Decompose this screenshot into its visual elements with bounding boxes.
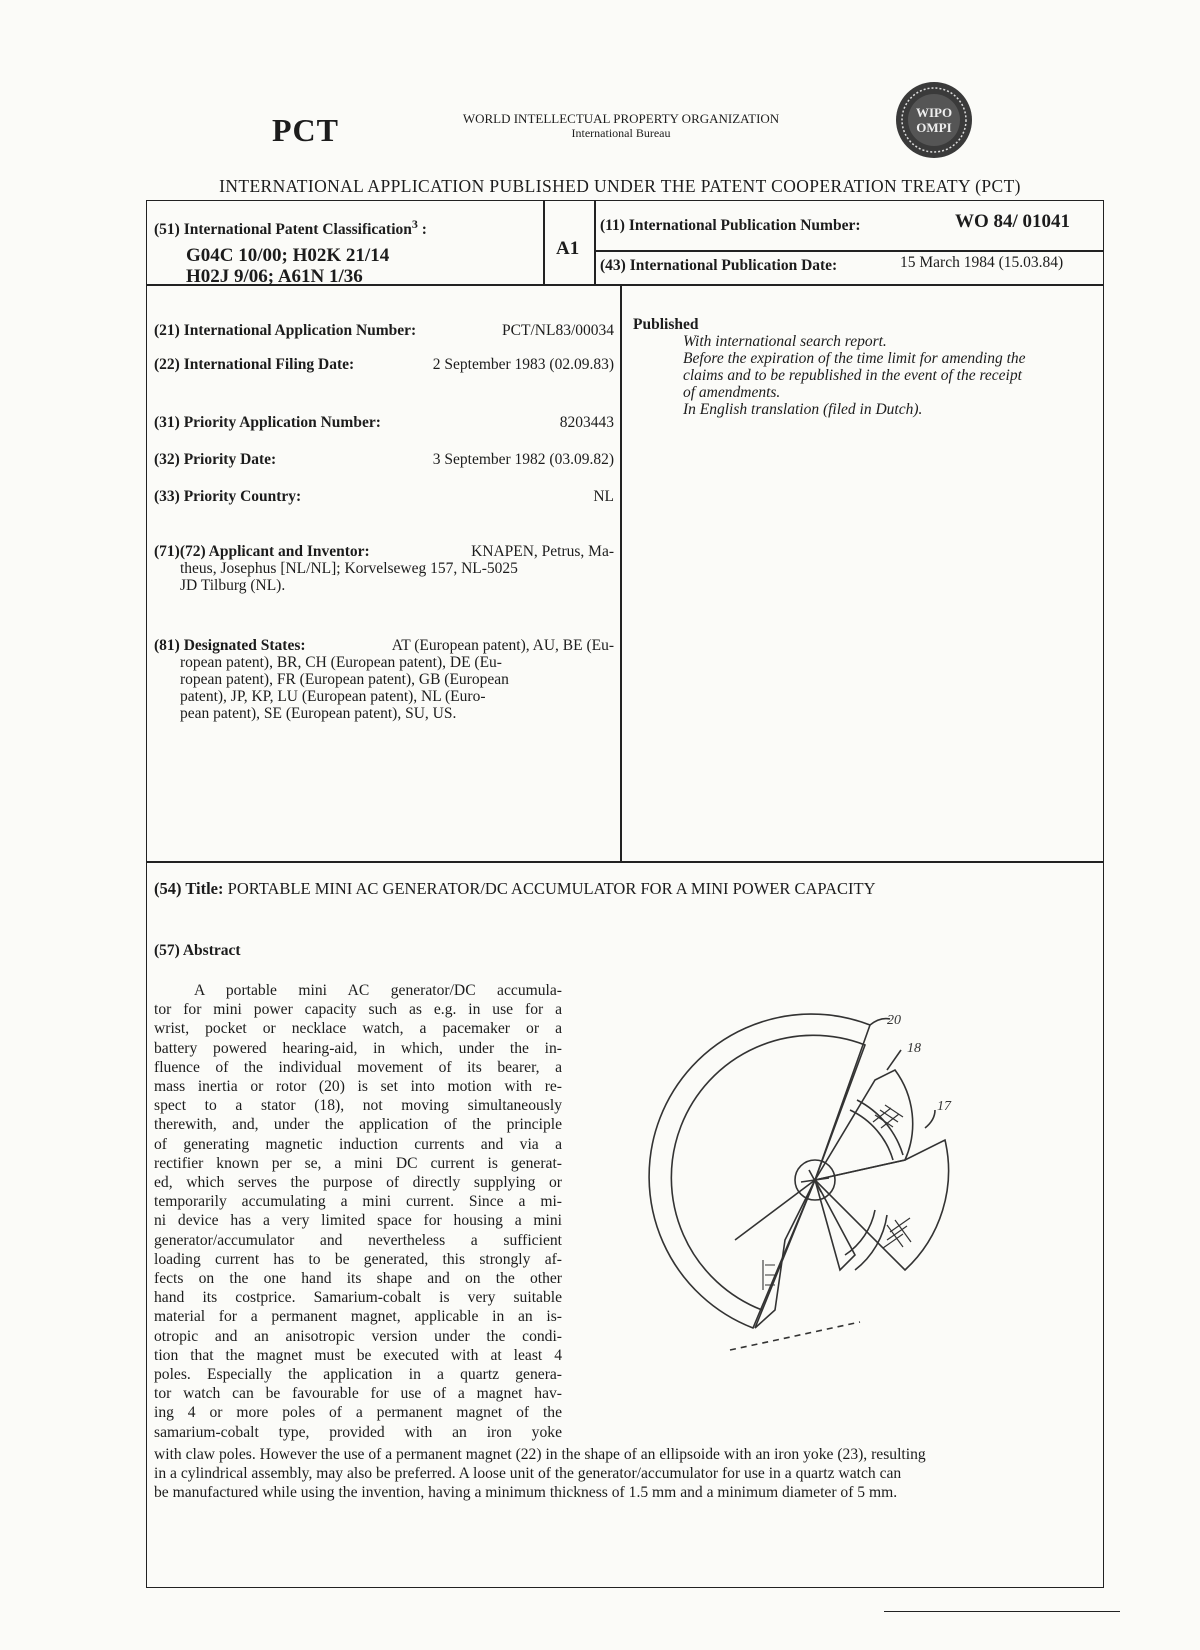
- figure-ref-17: 17: [937, 1099, 951, 1114]
- kind-code: A1: [556, 238, 580, 259]
- abstract-line: temporarily accumulating a mini current. Since a mi-: [154, 1193, 562, 1211]
- abstract-line: fluence of the individual movement of its bearer, a: [154, 1058, 562, 1076]
- designated-states-block: (81) Designated States: AT (European patent), AU, BE (Eu- ropean patent), BR, CH (European patent), DE (Eu- ropean patent), FR (European patent), GB (European patent), JP, KP, LU (European patent), NL (Euro- pean patent), SE (European patent), SU, US.: [154, 637, 614, 722]
- organization-subtitle: International Bureau: [571, 126, 671, 140]
- abstract-line: otropic and an anisotropic version under the condi-: [154, 1327, 562, 1345]
- abstract-line: ing 4 or more poles of a permanent magnet of the: [154, 1404, 562, 1422]
- abstract-line: rectifier known per se, a mini DC current is generat-: [154, 1154, 562, 1172]
- abstract-tail-line: be manufactured while using the invention, having a minimum thickness of 1.5 mm and a minimum diameter of 5 mm.: [154, 1484, 898, 1502]
- divider-columns: [620, 284, 622, 861]
- abstract-line: hand its costprice. Samarium-cobalt is very suitable: [154, 1289, 562, 1307]
- abstract-line: material for a permanent magnet, applicable in an is-: [154, 1308, 562, 1326]
- divider-title: [146, 861, 1104, 863]
- abstract-line: mass inertia or rotor (20) is set into motion with re-: [154, 1078, 562, 1096]
- organization-title: WORLD INTELLECTUAL PROPERTY ORGANIZATION: [462, 111, 780, 126]
- publication-date-label: (43) International Publication Date:: [600, 257, 838, 274]
- priority-country-row: (33) Priority Country: NL: [154, 488, 614, 505]
- seal-text-top: WIPO: [915, 105, 953, 120]
- abstract-line: fects on the one hand its shape and on the other: [154, 1270, 562, 1288]
- abstract-line: of generating magnetic induction currents and via a: [154, 1135, 562, 1153]
- published-label: Published: [633, 316, 699, 333]
- abstract-text-column: [154, 981, 562, 1442]
- divider-publication: [594, 250, 1104, 252]
- classification-codes-line1: G04C 10/00; H02K 21/14: [186, 245, 390, 266]
- seal-text-bottom: OMPI: [916, 120, 952, 135]
- abstract-label: (57) Abstract: [154, 942, 241, 959]
- abstract-line: tor watch can be favourable for use of a magnet hav-: [154, 1385, 562, 1403]
- priority-date-row: (32) Priority Date: 3 September 1982 (03.09.82): [154, 451, 614, 468]
- classification-label: (51) International Patent Classification$^3$ :: [154, 217, 427, 239]
- publication-date: 15 March 1984 (15.03.84): [900, 254, 1064, 271]
- organization-name: [436, 111, 806, 141]
- abstract-line: battery powered hearing-aid, in which, under the in-: [154, 1039, 562, 1057]
- filing-date-row: (22) International Filing Date: 2 September 1983 (02.09.83): [154, 356, 614, 373]
- abstract-line: tor for mini power capacity such as e.g. in use for a: [154, 1001, 562, 1019]
- priority-number-row: (31) Priority Application Number: 8203443: [154, 414, 614, 431]
- classification-codes-line2: H02J 9/06; A61N 1/36: [186, 266, 363, 287]
- abstract-line: ed, which serves the purpose of directly supplying or: [154, 1174, 562, 1192]
- abstract-line: ni device has a very limited space for housing a mini: [154, 1212, 562, 1230]
- abstract-line: therewith, and, under the application of the principle: [154, 1116, 562, 1134]
- figure-ref-20: 20: [887, 1013, 901, 1028]
- pct-heading: PCT: [272, 112, 339, 148]
- bottom-rule: [884, 1611, 1120, 1612]
- abstract-line: samarium-cobalt type, provided with an iron yoke: [154, 1423, 562, 1441]
- application-number-row: (21) International Application Number: PCT/NL83/00034: [154, 322, 614, 339]
- wipo-seal-logo: [894, 80, 974, 160]
- abstract-text-tail: [154, 1445, 1096, 1503]
- abstract-line: poles. Especially the application in a quartz genera-: [154, 1366, 562, 1384]
- abstract-line: loading current has to be generated, this strongly af-: [154, 1250, 562, 1268]
- invention-title: (54) Title: PORTABLE MINI AC GENERATOR/DC ACCUMULATOR FOR A MINI POWER CAPACITY: [154, 879, 876, 898]
- divider-kind: [594, 200, 596, 284]
- publication-number-label: (11) International Publication Number:: [600, 217, 861, 234]
- abstract-line: spect to a stator (18), not moving simultaneously: [154, 1097, 562, 1115]
- abstract-tail-line: in a cylindrical assembly, may also be preferred. A loose unit of the generator/accumulator for use in a quartz watch can: [154, 1465, 902, 1483]
- figure-ref-18: 18: [907, 1041, 921, 1056]
- abstract-line: A portable mini AC generator/DC accumula-: [194, 982, 562, 999]
- divider-classification: [543, 200, 545, 284]
- abstract-line: tion that the magnet must be executed with at least 4: [154, 1346, 562, 1364]
- abstract-line: wrist, pocket or necklace watch, a pacemaker or a: [154, 1020, 562, 1038]
- publication-number: WO 84/ 01041: [955, 211, 1071, 232]
- abstract-tail-line: with claw poles. However the use of a permanent magnet (22) in the shape of an ellipsoide with an iron yoke (23), resulting: [154, 1446, 926, 1463]
- published-block: Published With international search report. Before the expiration of the time limit for amending the claims and to be republished in the event of the receipt of amendments. In English translation (filed in Dutch).: [633, 316, 1093, 418]
- abstract-line: generator/accumulator and nevertheless a sufficient: [154, 1231, 562, 1249]
- document-main-title: INTERNATIONAL APPLICATION PUBLISHED UNDER THE PATENT COOPERATION TREATY (PCT): [219, 176, 1021, 196]
- generator-figure: [625, 1010, 1005, 1410]
- applicant-block: (71)(72) Applicant and Inventor: KNAPEN, Petrus, Ma- theus, Josephus [NL/NL]; Korvelseweg 157, NL-5025 JD Tilburg (NL).: [154, 543, 614, 594]
